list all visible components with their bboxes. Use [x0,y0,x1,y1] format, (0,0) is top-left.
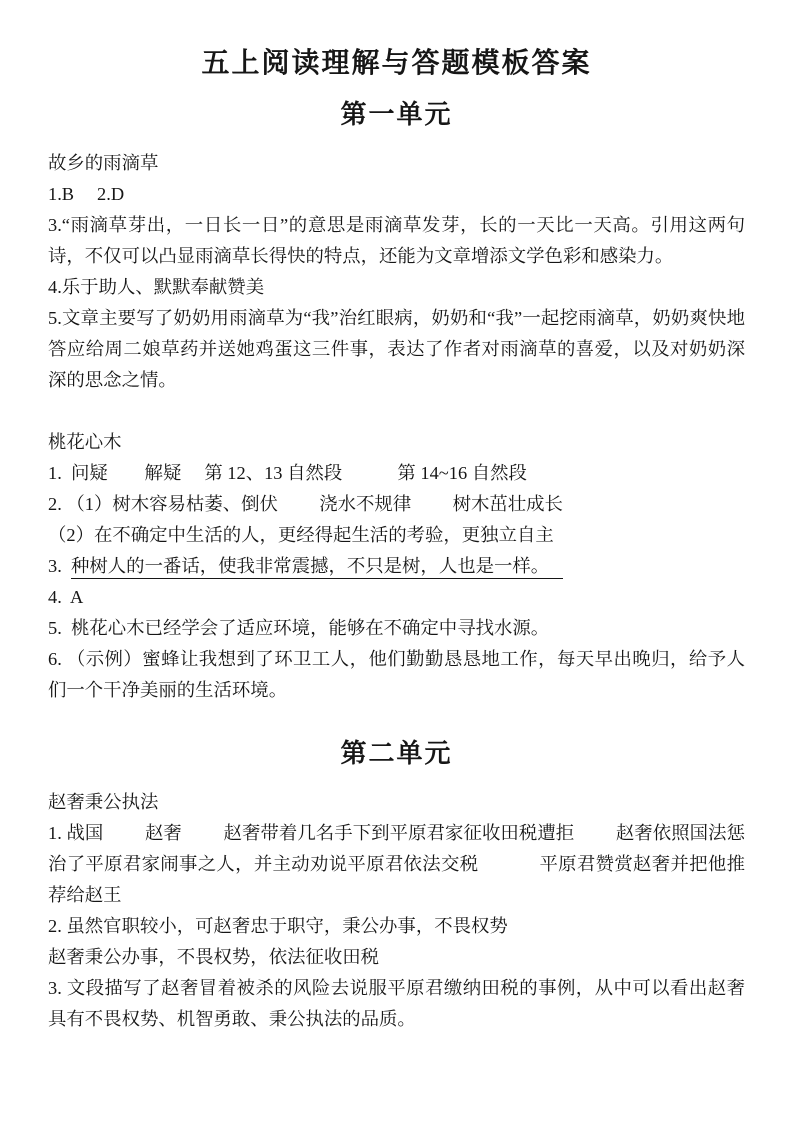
answer-line: 3.“雨滴草芽出，一日长一日”的意思是雨滴草发芽，长的一天比一天高。引用这两句诗，不仅可以凸显雨滴草长得快的特点，还能为文章增添文学色彩和感染力。 [48,215,745,266]
answer-line: 4.乐于助人、默默奉献赞美 [48,277,265,297]
answer-line: （2）在不确定中生活的人，更经得起生活的考验，更独立自主 [48,525,554,545]
article [48,787,745,1035]
article [48,148,745,396]
answer-line: 1.B 2.D [48,184,125,204]
answer-line: 2. 虽然官职较小，可赵奢忠于职守，秉公办事，不畏权势 [48,916,508,936]
article-title: 故乡的雨滴草 [48,153,159,173]
answer-line: 5.文章主要写了奶奶用雨滴草为“我”治红眼病，奶奶和“我”一起挖雨滴草，奶奶爽快地答应给周二娘草药并送她鸡蛋这三件事，表达了作者对雨滴草的喜爱，以及对奶奶深深的思念之情。 [48,308,745,390]
answer-line: 1. 问疑 解疑 第 12、13 自然段 第 14~16 自然段 [48,463,527,483]
answer-line: 4. A [48,587,84,607]
answer-underlined-text: 种树人的一番话，使我非常震撼，不只是树，人也是一样。 [71,556,563,579]
answer-line: 1. 战国 赵奢 赵奢带着几名手下到平原君家征收田税遭拒 赵奢依照国法惩治了平原君家闹事之人，并主动劝说平原君依法交税 平原君赞赏赵奢并把他推荐给赵王 [48,823,745,905]
answer-line: 3. 文段描写了赵奢冒着被杀的风险去说服平原君缴纳田税的事例，从中可以看出赵奢具有不畏权势、机智勇敢、秉公执法的品质。 [48,978,745,1029]
answer-line: 2. （1）树木容易枯萎、倒伏 浇水不规律 树木茁壮成长 [48,494,563,514]
unit [48,98,745,706]
unit [48,737,745,1035]
answer-number: 3. [48,556,71,576]
answer-line: 6. （示例）蜜蜂让我想到了环卫工人，他们勤勤恳恳地工作，每天早出晚归，给予人们一个干净美丽的生活环境。 [48,649,745,700]
article-title: 桃花心木 [48,432,122,452]
answer-line [48,551,745,582]
unit-heading: 第一单元 [340,100,453,129]
answer-line: 5. 桃花心木已经学会了适应环境，能够在不确定中寻找水源。 [48,618,550,638]
unit-heading: 第二单元 [340,739,453,768]
article-title: 赵奢秉公执法 [48,792,159,812]
units-container [48,98,745,1035]
article [48,427,745,706]
document-title: 五上阅读理解与答题模板答案 [201,48,592,79]
answer-line: 赵奢秉公办事，不畏权势，依法征收田税 [48,947,380,967]
